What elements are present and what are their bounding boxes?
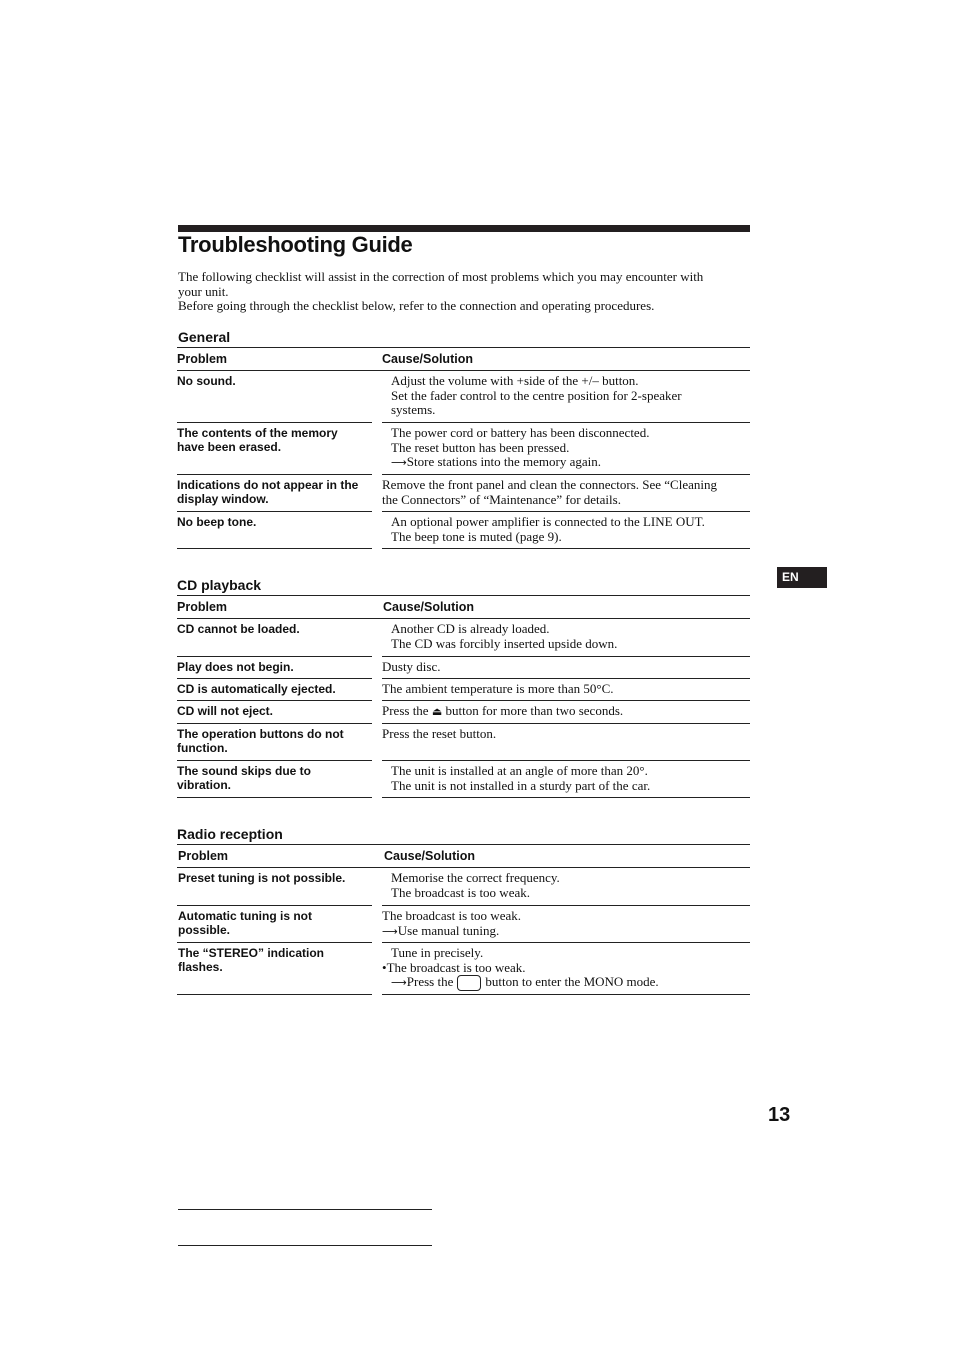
cause-cell: [382, 906, 750, 943]
table-row: [177, 423, 750, 475]
right-arrow-icon: ⟶: [382, 924, 398, 938]
intro-line: Before going through the checklist below, refer to the connection and operating procedures.: [178, 298, 655, 314]
cause-line: Press the reset button.: [382, 726, 497, 741]
section-title: Radio reception: [177, 826, 283, 842]
problem-line: Automatic tuning is not: [178, 909, 312, 923]
table-row: [177, 906, 750, 943]
table-row: [177, 371, 750, 423]
table-row: [177, 475, 750, 512]
problem-line: The operation buttons do not: [177, 727, 344, 741]
mono-button-icon: [457, 975, 481, 991]
problem-line: function.: [177, 741, 228, 755]
section-cd-playback: [177, 575, 750, 798]
problem-cell: [177, 423, 372, 475]
table-row: [177, 943, 750, 995]
problem-line: possible.: [178, 923, 231, 937]
problem-line: Preset tuning is not possible.: [178, 871, 346, 885]
problem-line: Indications do not appear in the: [177, 478, 359, 492]
problem-cell: [177, 371, 372, 423]
cause-line: Press the: [382, 703, 429, 718]
problem-line: Play does not begin.: [177, 660, 294, 674]
title-bar: [178, 225, 750, 232]
right-arrow-icon: ⟶: [391, 976, 407, 990]
problem-cell: [177, 868, 372, 906]
table-row: [177, 761, 750, 798]
cause-cell: [382, 475, 750, 512]
cause-cell: [382, 724, 750, 761]
problem-cell: [177, 761, 372, 798]
cause-line: button to enter the MONO mode.: [485, 974, 659, 990]
section-title: CD playback: [177, 577, 262, 593]
cause-line: the Connectors” of “Maintenance” for details.: [382, 491, 621, 507]
intro-line: The following checklist will assist in the correction of most problems which you may encounter with: [178, 269, 704, 284]
problem-line: vibration.: [177, 778, 232, 792]
table-row: [177, 868, 750, 906]
cause-line: The beep tone is muted (page 9).: [391, 528, 562, 544]
cause-line: The broadcast is too weak.: [391, 884, 530, 900]
footer-rule: [178, 1245, 432, 1246]
page-title: Troubleshooting Guide: [178, 232, 413, 257]
problem-line: The “STEREO” indication: [178, 946, 325, 960]
cause-cell: [382, 371, 750, 423]
problem-cell: [177, 619, 372, 657]
problem-line: The sound skips due to: [177, 764, 312, 778]
cause-line: systems.: [391, 402, 436, 418]
cause-line: The broadcast is too weak.: [382, 908, 521, 923]
cause-line: Another CD is already loaded.: [391, 621, 550, 636]
problem-cell: [177, 724, 372, 761]
intro-line: your unit.: [178, 283, 229, 299]
cause-cell: [382, 657, 750, 679]
problem-cell: [177, 512, 372, 549]
problem-line: CD is automatically ejected.: [177, 682, 336, 696]
problem-cell: [177, 906, 372, 943]
section-radio-reception: [177, 824, 750, 995]
intro-text: [178, 270, 753, 314]
eject-icon: ⏏: [431, 705, 443, 718]
problem-line: No beep tone.: [177, 515, 257, 529]
cause-cell: [382, 943, 750, 995]
cause-line: The power cord or battery has been disconnected.: [391, 425, 650, 440]
problem-line: The contents of the memory: [177, 426, 338, 440]
cause-line: Store stations into the memory again.: [406, 454, 602, 470]
cause-line: Set the fader control to the centre position for 2-speaker: [391, 387, 682, 403]
cause-line: The reset button has been pressed.: [391, 439, 570, 455]
column-header-cause: Cause/Solution: [383, 600, 474, 614]
cause-line: Press the: [406, 974, 454, 990]
table-header: [177, 347, 750, 371]
cause-cell: [382, 701, 750, 724]
column-header-problem: Problem: [177, 600, 228, 614]
problem-line: have been erased.: [177, 440, 282, 454]
cause-cell: [382, 619, 750, 657]
table-header: [177, 844, 750, 868]
cause-cell: [382, 512, 750, 549]
table-row: [177, 657, 750, 679]
cause-cell: [382, 868, 750, 906]
table-row: [177, 724, 750, 761]
problem-cell: [177, 679, 372, 701]
cause-line: The CD was forcibly inserted upside down.: [391, 635, 618, 651]
cause-line: button for more than two seconds.: [445, 703, 624, 718]
cause-line: An optional power amplifier is connected to the LINE OUT.: [391, 514, 705, 529]
column-header-problem: Problem: [178, 849, 229, 863]
footer-rule: [178, 1209, 432, 1210]
cause-line: Adjust the volume with +side of the +/– button.: [391, 373, 639, 388]
cause-line: The ambient temperature is more than 50°C.: [382, 681, 614, 696]
cause-line: The unit is not installed in a sturdy part of the car.: [391, 777, 651, 793]
problem-line: display window.: [177, 492, 269, 506]
cause-cell: [382, 423, 750, 475]
page-number: 13: [768, 1104, 791, 1126]
problem-line: CD will not eject.: [177, 704, 274, 718]
cause-line: The broadcast is too weak.: [386, 959, 526, 975]
problem-cell: [177, 657, 372, 679]
cause-line: Dusty disc.: [382, 659, 441, 674]
table-row: [177, 701, 750, 724]
cause-line: Use manual tuning.: [397, 922, 500, 938]
cause-line: The unit is installed at an angle of more than 20°.: [391, 763, 648, 778]
problem-cell: [177, 701, 372, 724]
bullet-icon: •: [382, 959, 387, 975]
table-row: [177, 679, 750, 701]
language-tab: EN: [777, 567, 827, 588]
cause-line: Memorise the correct frequency.: [391, 870, 560, 885]
cause-line: Remove the front panel and clean the connectors. See “Cleaning: [382, 477, 717, 492]
column-header-cause: Cause/Solution: [384, 849, 475, 863]
cause-cell: [382, 761, 750, 798]
problem-line: CD cannot be loaded.: [177, 622, 300, 636]
problem-cell: [177, 943, 372, 995]
right-arrow-icon: ⟶: [391, 456, 407, 470]
table-row: [177, 619, 750, 657]
table-header: [177, 595, 750, 619]
column-header-cause: Cause/Solution: [382, 352, 473, 366]
section-general: [177, 327, 750, 549]
section-title: General: [178, 329, 231, 345]
cause-cell: [382, 679, 750, 701]
problem-line: No sound.: [177, 374, 236, 388]
column-header-problem: Problem: [177, 352, 228, 366]
table-row: [177, 512, 750, 549]
problem-line: flashes.: [178, 960, 223, 974]
cause-line: Tune in precisely.: [391, 945, 484, 960]
problem-cell: [177, 475, 372, 512]
